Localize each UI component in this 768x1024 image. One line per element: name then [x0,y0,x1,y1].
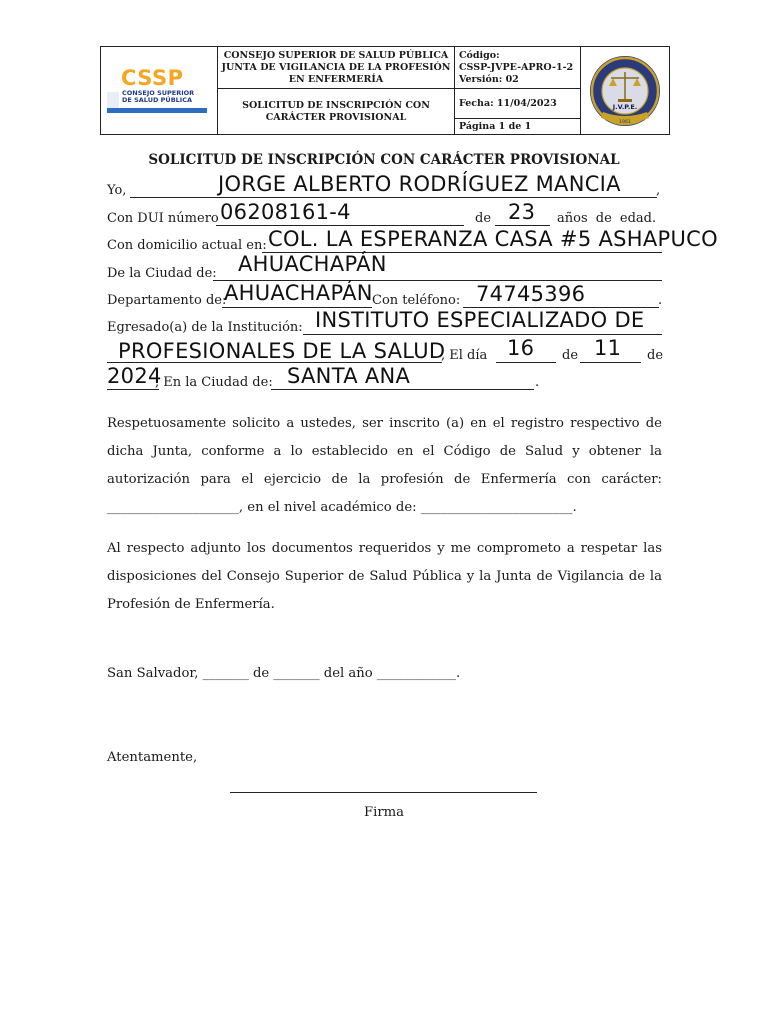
edad-line [495,225,550,226]
yo-label: Yo, [107,183,127,198]
anio-line [107,389,159,390]
ciudad-label: De la Ciudad de: [107,266,217,281]
departamento-label: Departamento de: [107,293,227,308]
domicilio-value[interactable]: COL. LA ESPERANZA CASA #5 ASHAPUCO [268,227,718,251]
pagina-label: Página 1 de 1 [459,121,532,132]
telefono-label: Con teléfono: [372,293,461,308]
mes-value[interactable]: 11 [594,336,622,360]
de3-label: de [647,348,664,363]
telefono-value[interactable]: 74745396 [476,282,586,306]
document-type: SOLICITUD DE INSCRIPCIÓN CON CARÁCTER PROVISIONAL [218,89,455,135]
anio-value[interactable]: 2024 [107,364,162,388]
edad-value[interactable]: 23 [508,200,536,224]
paragraph-request: Respetuosamente solicito a ustedes, ser inscrito (a) en el registro respectivo de dicha Junta, conforme a lo establecido en el Código de Salud y obtener la autorización para el ejercicio de la profesión de Enfermería con carácter: ____________________, en el nivel académico de: _______________________. [107,416,662,515]
yo-value[interactable]: JORGE ALBERTO RODRÍGUEZ MANCIA [218,172,621,196]
signature-line[interactable] [230,792,537,793]
fecha-label: Fecha: 11/04/2023 [455,89,580,119]
svg-text:1961: 1961 [619,119,631,125]
cssp-logo-text: CSSP [121,65,184,90]
institucion-value-2[interactable]: PROFESIONALES DE LA SALUD [118,339,446,363]
en-ciudad-value[interactable]: SANTA ANA [287,364,411,388]
codigo-label: Código: [459,49,500,61]
dui-line [216,225,464,226]
dia-value[interactable]: 16 [507,336,535,360]
el-dia-label: , El día [441,348,488,363]
en-ciudad-label: , En la Ciudad de: [155,375,273,390]
codigo-cell [455,47,581,89]
atentamente-label: Atentamente, [107,750,198,765]
dui-label: Con DUI número [107,211,219,226]
cssp-logo-cell [101,47,218,135]
yo-line [130,197,657,198]
svg-text:J.V.P.E.: J.V.P.E. [612,102,638,111]
mes-line [580,362,641,363]
institucion-value-1[interactable]: INSTITUTO ESPECIALIZADO DE [315,308,645,332]
departamento-value[interactable]: AHUACHAPÁN [224,281,373,305]
organization-name: CONSEJO SUPERIOR DE SALUD PÚBLICA JUNTA DE VIGILANCIA DE LA PROFESIÓN EN ENFERMERÍA [218,47,455,89]
de-label: de [475,211,492,226]
jvpe-seal [581,48,669,134]
firma-label: Firma [363,805,405,820]
cssp-logo-subtitle: CONSEJO SUPERIOR DE SALUD PÚBLICA [122,88,195,104]
institucion-line-1 [303,334,662,335]
dia-line [496,362,556,363]
paragraph-commitment: Al respecto adjunto los documentos requeridos y me comprometo a respetar las disposiciones del Consejo Superior de Salud Pública y la Junta de Vigilancia de la Profesión de Enfermería. [107,541,662,612]
fecha-pagina-cell [455,89,581,135]
ciudad-value[interactable]: AHUACHAPÁN [238,252,387,276]
anos-label: años de edad. [557,211,657,226]
form-title: SOLICITUD DE INSCRIPCIÓN CON CARÁCTER PROVISIONAL [148,152,620,168]
version-label: Versión: 02 [459,73,519,85]
document-header [100,46,670,135]
domicilio-label: Con domicilio actual en: [107,238,267,253]
seal-emblem-icon [581,48,670,134]
egresado-label: Egresado(a) de la Institución: [107,320,303,335]
en-ciudad-line [271,389,534,390]
cssp-logo [101,48,217,134]
dui-value[interactable]: 06208161-4 [220,200,351,224]
jvpe-seal-cell [581,47,670,135]
cssp-logo-bar [107,108,207,113]
codigo-value: CSSP-JVPE-APRO-1-2 [459,61,574,73]
lugar-fecha: San Salvador, _______ de _______ del año ____________. [107,666,461,681]
de2-label: de [562,348,579,363]
